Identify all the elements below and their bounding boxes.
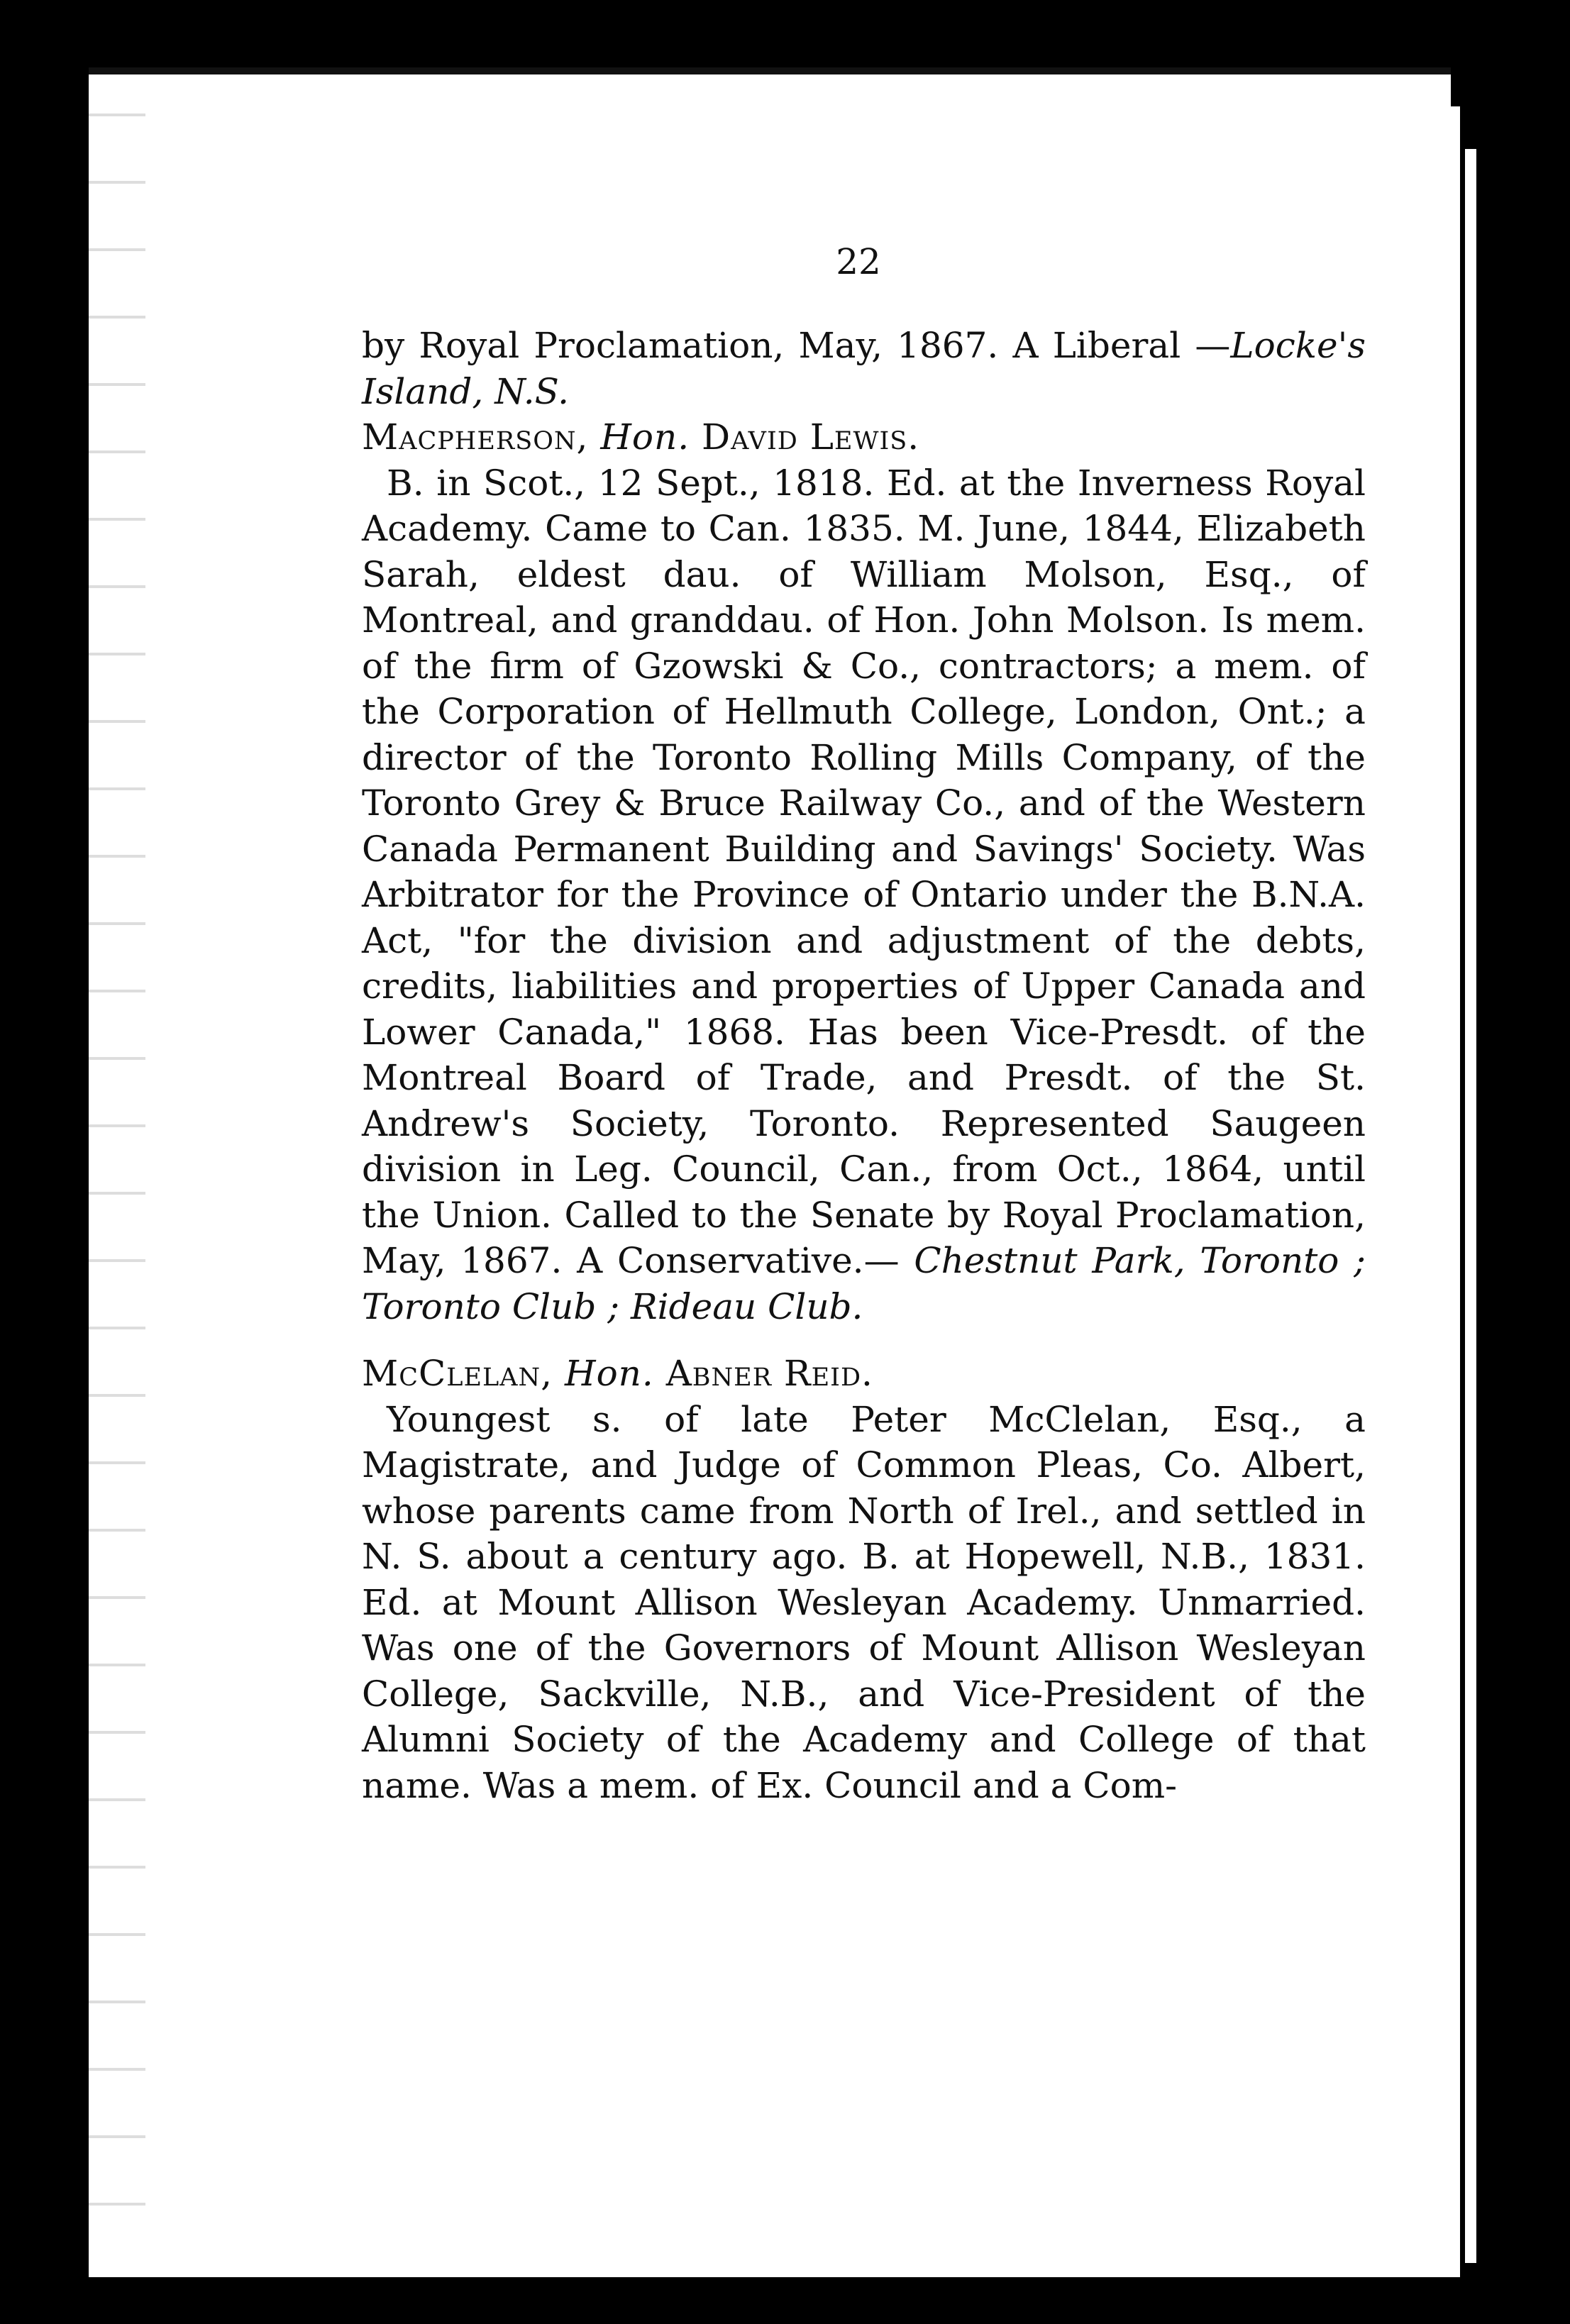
spine-highlight: [1465, 149, 1476, 2263]
entry-title: Hon.: [564, 1353, 654, 1394]
entry-spacer: [362, 1329, 1366, 1351]
continued-place: Locke's Island, N.S.: [362, 325, 1366, 412]
entry-surname: McClelan,: [362, 1353, 553, 1394]
entry-residence: Chestnut Park, Toronto ; Toronto Club ; Rideau Club.: [362, 1240, 1366, 1327]
entry-given-names: Abner Reid.: [665, 1353, 873, 1394]
entry-body-macpherson: [362, 460, 1366, 1330]
entry-title: Hon.: [600, 416, 690, 458]
entry-body-mcclelan: [362, 1397, 1366, 1809]
entry-heading-mcclelan: [362, 1351, 1366, 1397]
entry-surname: Macpherson,: [362, 416, 589, 458]
page-edge-shadow: [89, 85, 145, 2256]
page-text: [362, 241, 1366, 1808]
entry-heading-macpherson: [362, 414, 1366, 460]
page-number: 22: [836, 241, 881, 282]
continued-text: by Royal Proclamation, May, 1867. A Liberal —: [362, 325, 1231, 366]
continued-entry: [362, 323, 1366, 414]
entry-body-text: Youngest s. of late Peter McClelan, Esq., a Magistrate, and Judge of Common Pleas, Co. Albert, whose parents came from North of Irel., and settled in N. S. about a century ago. B. at Hopewell, N.B., 1831. Ed. at Mount Allison Wesleyan Academy. Unmarried. Was one of the Governors of Mount Allison Wesleyan College, Sackville, N.B., and Vice-President of the Alumni Society of the Academy and College of that name. Was a mem. of Ex. Council and a Com-: [362, 1398, 1366, 1806]
entry-body-text: B. in Scot., 12 Sept., 1818. Ed. at the Inverness Royal Academy. Came to Can. 1835. M. June, 1844, Elizabeth Sarah, eldest dau. of William Molson, Esq., of Montreal, and granddau. of Hon. John Molson. Is mem. of the firm of Gzowski & Co., contractors; a mem. of the Corporation of Hellmuth College, London, Ont.; a director of the Toronto Rolling Mills Company, of the Toronto Grey & Bruce Railway Co., and of the Western Canada Permanent Building and Savings' Society. Was Arbitrator for the Province of Ontario under the B.N.A. Act, "for the division and adjustment of the debts, credits, liabilities and properties of Upper Canada and Lower Canada," 1868. Has been Vice-Presdt. of the Montreal Board of Trade, and Presdt. of the St. Andrew's Society, Toronto. Represented Saugeen division in Leg. Council, Can., from Oct., 1864, until the Union. Called to the Senate by Royal Proclamation, May, 1867. A Conservative.—: [362, 462, 1366, 1281]
entry-given-names: David Lewis.: [702, 416, 920, 458]
book-spine: [1447, 106, 1524, 2277]
